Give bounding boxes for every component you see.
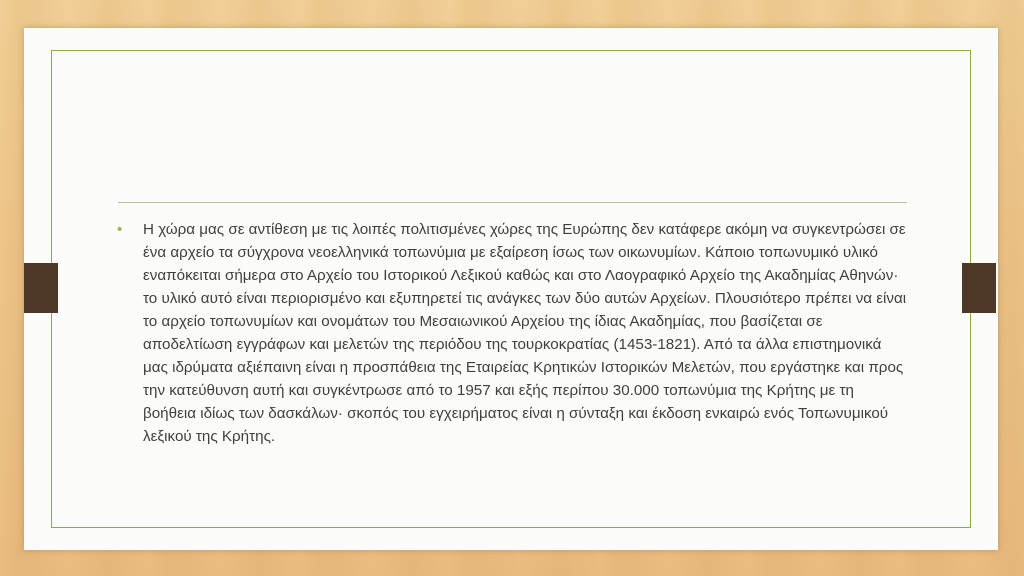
slide-body (117, 218, 907, 448)
bullet-icon: • (117, 221, 123, 238)
left-side-tab (24, 263, 58, 313)
bullet-list-item (117, 218, 907, 448)
title-divider-line (118, 202, 907, 203)
body-paragraph: Η χώρα μας σε αντίθεση με τις λοιπές πολιτισμένες χώρες της Ευρώπης δεν κατάφερε ακόμη να συγκεντρώσει σε ένα αρχείο τα σύγχρονα νεοελληνικά τοπωνύμια με εξαίρεση ίσως των οικωνυμίων. Κάποιο τοπωνυμικό υλικό εναπόκειται σήμερα στο Αρχείο του Ιστορικού Λεξικού καθώς και στο Λαογραφικό Αρχείο της Ακαδημίας Αθηνών· το υλικό αυτό είναι περιορισμένο και εξυπηρετεί τις ανάγκες των δύο αυτών Αρχείων. Πλουσιότερο πρέπει να είναι το αρχείο τοπωνυμίων και ονομάτων του Μεσαιωνικού Αρχείου της ίδιας Ακαδημίας, που βασίζεται σε αποδελτίωση εγγράφων και μελετών της περιόδου της τουρκοκρατίας (1453-1821). Από τα άλλα επιστημονικά μας ιδρύματα αξιέπαινη είναι η προσπάθεια της Εταιρείας Κρητικών Ιστορικών Μελετών, που εργάστηκε και προς την κατεύθυνση αυτή και συγκέντρωσε από το 1957 και εξής περίπου 30.000 τοπωνύμια της Κρήτης με τη βοήθεια ιδίως των δασκάλων· σκοπός του εγχειρήματος είναι η σύνταξη και έκδοση ενκαιρώ ενός Τοπωνυμικού λεξικού της Κρήτης. (143, 221, 907, 445)
right-side-tab (962, 263, 996, 313)
